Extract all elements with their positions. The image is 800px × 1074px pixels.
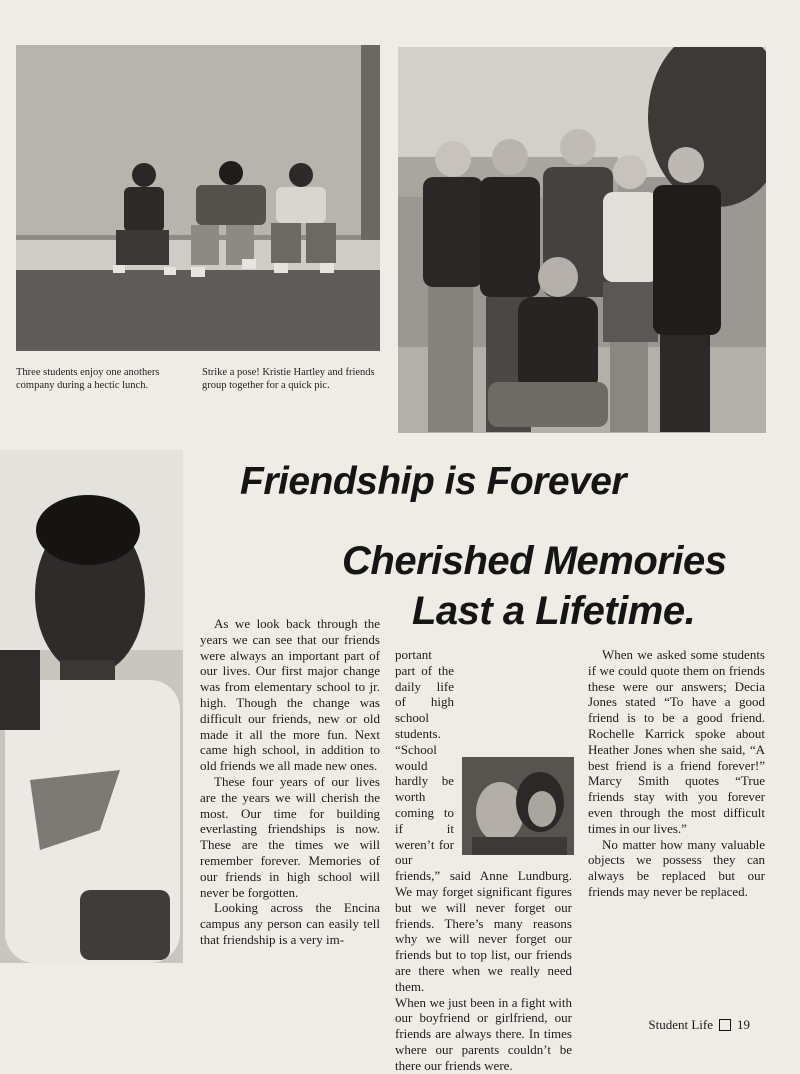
article-column-2 bbox=[395, 647, 572, 1074]
headline-friendship: Friendship is Forever bbox=[240, 460, 627, 503]
square-outline-icon bbox=[719, 1019, 731, 1031]
headline-cherished: Cherished Memories bbox=[342, 539, 727, 583]
article-paragraph: These four years of our lives are the years we will cherish the most. Our time for building everlasting friendships is now. These are the times we will remember forever. Memories of our friends in high school will never be forgotten. bbox=[200, 773, 380, 900]
page-footer bbox=[648, 1017, 750, 1033]
headline-lifetime: Last a Lifetime. bbox=[412, 589, 696, 633]
photo-group bbox=[398, 47, 766, 433]
caption-pose: Strike a pose! Kristie Hartley and friends group together for a quick pic. bbox=[202, 367, 375, 391]
article-column-3 bbox=[588, 647, 765, 900]
photo-inset-friends bbox=[462, 757, 574, 855]
article-paragraph: portant part of the daily life of high school students. “School would hardly be worth coming to if it weren’t for our friends,” said Anne Lundburg. We may forget significant figures but we will never forget our friends. There’s many reasons why we will never forget our friends but to top list, our friends are there when we really need them. bbox=[395, 647, 572, 994]
page-number: 19 bbox=[737, 1017, 750, 1032]
article-paragraph: When we asked some students if we could quote them on friends these were our answers; Decia Jones stated “To have a good friend is to be a good friend. Rochelle Karrick spoke about Heather Jones when she said, “A best friend is a friend forever!” Marcy Smith quotes “True friends stay with you forever even through the most difficult times in our lives.” bbox=[588, 647, 765, 836]
article-paragraph: As we look back through the years we can see that our friends were always an important part of our lives. Our first major change was from elementary school to jr. high. Though the change was difficult our friends, new or old made it all the more fun. Next came high school, in addition to old friends we all made new ones. bbox=[200, 616, 380, 774]
photo-lunch bbox=[16, 45, 380, 351]
article-column-1 bbox=[200, 616, 380, 948]
article-paragraph: Looking across the Encina campus any person can easily tell that friendship is a very im- bbox=[200, 900, 380, 947]
photo-young-man bbox=[0, 450, 183, 963]
article-paragraph: No matter how many valuable objects we possess they can always be replaced but our friends may never be replaced. bbox=[588, 836, 765, 899]
section-label: Student Life bbox=[648, 1017, 713, 1032]
article-paragraph: When we just been in a fight with our boyfriend or girlfriend, our friends are always there. In times where our parents couldn’t be there our friends were. bbox=[395, 994, 572, 1073]
caption-lunch: Three students enjoy one anothers company during a hectic lunch. bbox=[16, 367, 160, 391]
